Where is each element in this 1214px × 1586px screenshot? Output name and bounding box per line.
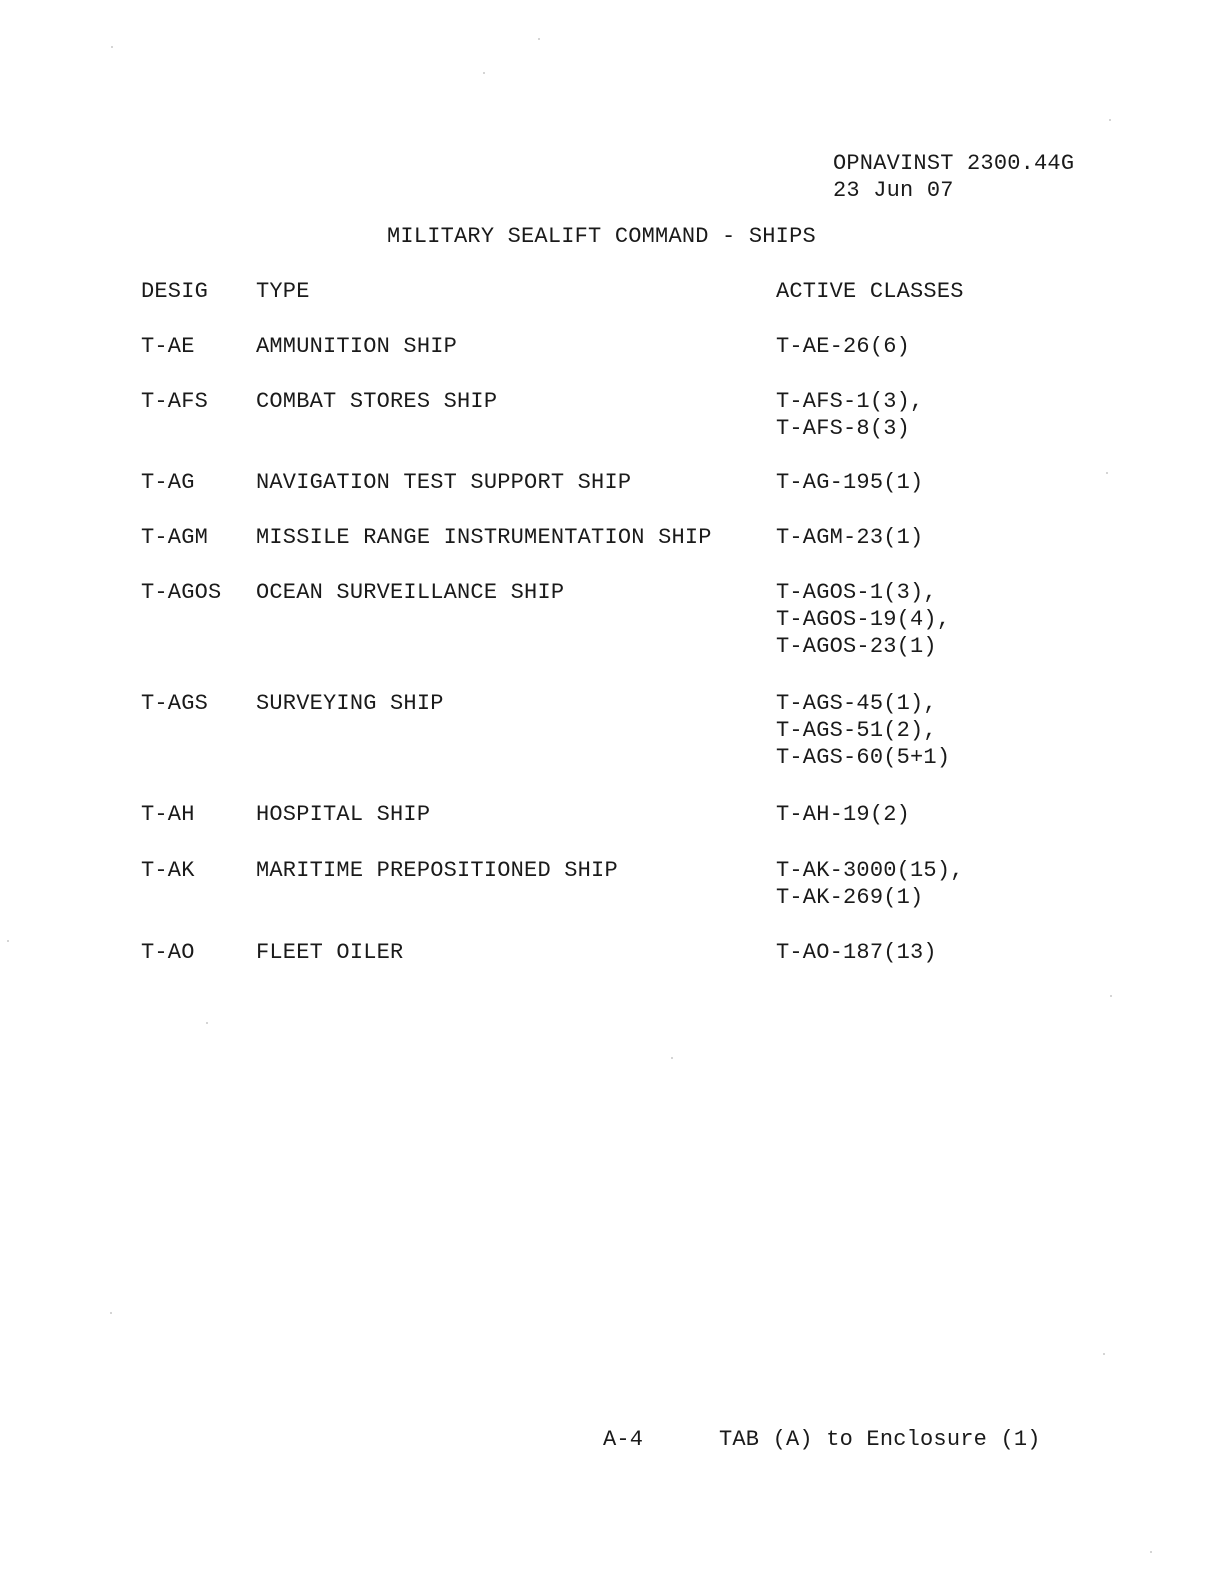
designation-cell: T-AFS [141,389,209,414]
designation-cell: T-AO [141,940,195,965]
active-classes-cell [776,388,923,442]
active-classes-cell [776,690,950,771]
active-class-entry: T-AGOS-19(4), [776,607,951,632]
designation-cell: T-AGOS [141,580,222,605]
active-classes-cell [776,939,937,966]
active-class-entry: T-AG-195(1) [776,470,924,495]
ship-type-cell: FLEET OILER [256,940,404,965]
designation-cell: T-AGS [141,691,209,716]
scan-speck [1109,119,1111,121]
active-class-entry: T-AGS-60(5+1) [776,745,951,770]
designation-cell: T-AE [141,334,195,359]
active-class-entry: T-AO-187(13) [776,940,937,965]
ship-type-cell: MARITIME PREPOSITIONED SHIP [256,858,618,883]
scan-speck [1103,1353,1105,1355]
column-header-active-classes: ACTIVE CLASSES [776,279,964,304]
scan-speck [483,72,485,74]
active-class-entry: T-AGS-51(2), [776,718,937,743]
ship-type-cell: AMMUNITION SHIP [256,334,458,359]
scan-speck [671,1057,673,1059]
scan-speck [1110,995,1112,997]
ship-type-cell: MISSILE RANGE INSTRUMENTATION SHIP [256,525,712,550]
ship-type-cell: COMBAT STORES SHIP [256,389,498,414]
active-class-entry: T-AGOS-1(3), [776,580,937,605]
ship-type-cell: NAVIGATION TEST SUPPORT SHIP [256,470,632,495]
designation-cell: T-AG [141,470,195,495]
active-classes-cell [776,469,923,496]
designation-cell: T-AK [141,858,195,883]
document-number: OPNAVINST 2300.44G [833,151,1075,176]
active-class-entry: T-AH-19(2) [776,802,911,827]
document-date: 23 Jun 07 [833,178,954,203]
column-header-desig: DESIG [141,279,209,304]
page-title: MILITARY SEALIFT COMMAND - SHIPS [387,224,816,249]
scan-speck [111,46,113,48]
scan-speck [1106,472,1108,474]
scan-speck [1150,1551,1152,1553]
designation-cell: T-AGM [141,525,209,550]
scan-speck [7,940,9,942]
active-classes-cell [776,801,910,828]
column-header-type: TYPE [256,279,310,304]
active-classes-cell [776,579,950,660]
ship-type-cell: HOSPITAL SHIP [256,802,431,827]
active-class-entry: T-AK-269(1) [776,885,924,910]
active-class-entry: T-AGM-23(1) [776,525,924,550]
active-class-entry: T-AGOS-23(1) [776,634,937,659]
active-classes-cell [776,333,910,360]
scan-speck [538,38,540,40]
designation-cell: T-AH [141,802,195,827]
active-class-entry: T-AE-26(6) [776,334,911,359]
active-classes-cell [776,524,923,551]
active-class-entry: T-AFS-8(3) [776,416,911,441]
scan-speck [206,1022,208,1024]
active-class-entry: T-AGS-45(1), [776,691,937,716]
ship-type-cell: OCEAN SURVEILLANCE SHIP [256,580,565,605]
active-classes-cell [776,857,964,911]
page-number: A-4 [603,1427,644,1452]
scan-speck [110,1312,112,1314]
ship-type-cell: SURVEYING SHIP [256,691,444,716]
active-class-entry: T-AFS-1(3), [776,389,924,414]
active-class-entry: T-AK-3000(15), [776,858,964,883]
enclosure-reference: TAB (A) to Enclosure (1) [719,1427,1041,1452]
